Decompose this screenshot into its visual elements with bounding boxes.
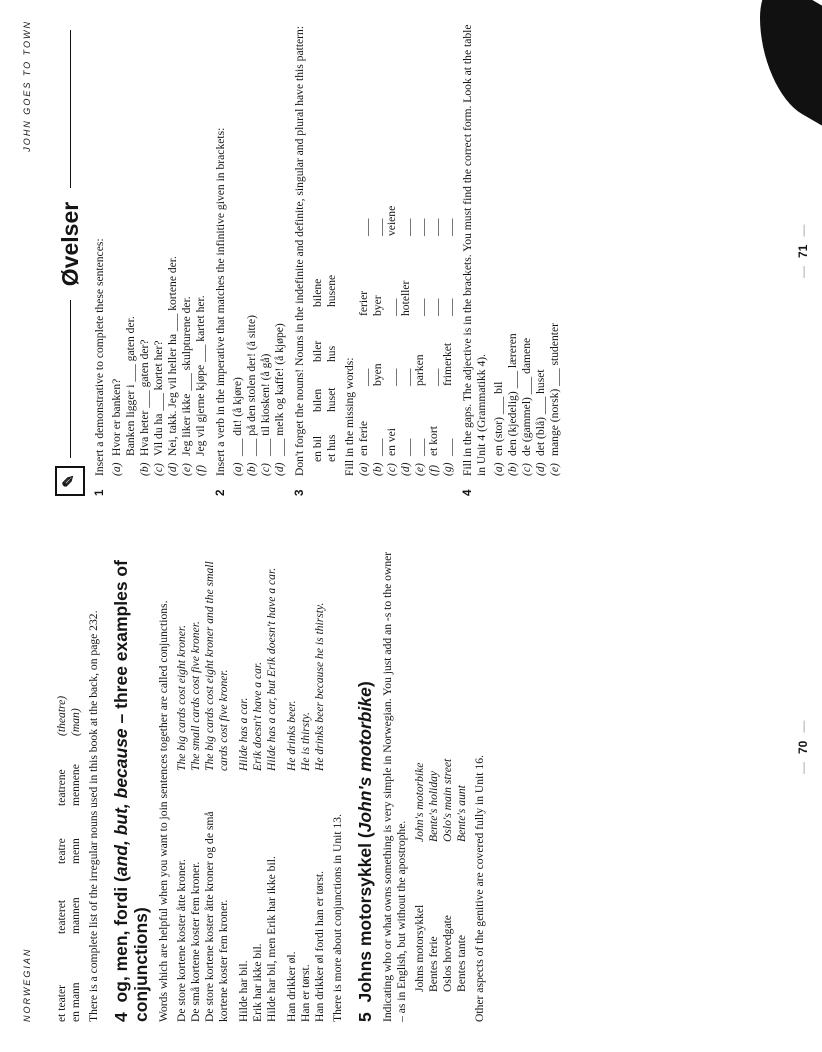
fill-cell: ___ — [399, 438, 412, 456]
section-4-heading: 4 og, men, fordi (and, but, because – three examples of conjunctions) — [111, 560, 151, 1022]
exercise-3: 3 Don't forget the nouns! Nouns in the indefinite and definite, singular and plural have this pattern: en bil bilen biler bilene et hus huset hus husene Fill in the missing words: (a) en ferie ___ ferier ___ (b) ___ byen byer ___ (c) en vei ___ ___ veiene (d) ___ ___ hoteller ___ (e) ___ parken ___ ___ (f) et kort ___ ___ ___ (g) ___ frimerket ___ ___ — [293, 22, 455, 496]
item-label: (e) — [180, 463, 193, 476]
item-text: ___ melk og kaffe! (å kjøpe) — [273, 323, 286, 456]
fill-cell: et kort — [427, 426, 440, 456]
item-text: Nei, takk. Jeg vil heller ha ___ kortene der. — [166, 256, 179, 456]
genitive-english: Bente's aunt — [455, 785, 468, 842]
divider — [70, 30, 71, 188]
norwegian-sentence: Han drikker øl. — [285, 951, 298, 1022]
section-5-heading: 5 Johns motorsykkel (John's motorbike) — [355, 681, 375, 1022]
pattern-cell: et hus — [325, 434, 338, 462]
genitive-norwegian: Bentes ferie — [427, 936, 440, 992]
english-sentence: Hilde has a car, but Erik doesn't have a car. — [265, 567, 278, 771]
exercise-item — [506, 22, 520, 476]
pencil-icon: ✎ — [55, 466, 85, 496]
item-label: (b) — [371, 462, 384, 476]
exercise-item — [548, 22, 562, 476]
norwegian-sentence: De store kortene koster åtte kroner. — [175, 859, 188, 1022]
conjunction-example-row — [251, 548, 265, 1022]
item-text: Banken ligger i ___ gaten der. — [124, 316, 137, 456]
english-sentence: He is thirsty. — [299, 712, 312, 771]
fill-cell: ___ — [357, 218, 370, 236]
section-5-intro: Indicating who or what owns something is very simple in Norwegian. You just add an -s to the owner – as in English, but without the apostrophe. — [381, 551, 408, 1022]
left-content — [55, 548, 491, 1022]
conjunction-example-row — [175, 548, 189, 1022]
page-number-left: —70— — [796, 720, 810, 774]
fill-cell: ___ — [427, 368, 440, 386]
exercise-2-items — [231, 22, 287, 476]
exercise-item — [231, 22, 245, 476]
english-sentence: The small cards cost five kroner. — [189, 621, 202, 771]
pattern-cell: husene — [325, 274, 338, 307]
fill-cell: ___ — [399, 368, 412, 386]
noun-cell: en mann — [69, 982, 82, 1022]
exercise-item — [166, 22, 180, 476]
genitive-english: Oslo's main street — [441, 758, 454, 842]
item-label: (a) — [231, 462, 244, 476]
fill-cell: byen — [371, 363, 384, 386]
norwegian-sentence: Han drikker øl fordi han er tørst. — [313, 871, 326, 1022]
item-label: (b) — [245, 462, 258, 476]
exercise-header — [55, 22, 85, 496]
conjunction-example-row — [237, 548, 251, 1022]
intro-text: There is a complete list of the irregular nouns used in this book at the back, on page 232. — [87, 610, 100, 1022]
fill-cell: frimerket — [441, 342, 454, 386]
genitive-english: Bente's holiday — [427, 770, 440, 842]
conjunction-examples — [175, 548, 327, 1022]
item-text: Hvor er banken? — [110, 378, 123, 456]
norwegian-sentence: Hilde har bil. — [237, 960, 250, 1022]
exercise-title: Øvelser — [57, 201, 83, 287]
noun-pattern-table — [311, 22, 339, 462]
pattern-cell: bilene — [311, 278, 324, 307]
item-label: (e) — [413, 463, 426, 476]
fill-cell: ___ — [413, 438, 426, 456]
item-label: (b) — [506, 462, 519, 476]
fill-cell: hoteller — [399, 280, 412, 316]
exercise-item — [124, 22, 138, 476]
exercise-item — [138, 22, 152, 476]
item-label: (c) — [152, 463, 165, 476]
fill-cell: ferier — [357, 290, 370, 316]
noun-cell: teateret — [55, 899, 68, 934]
fill-cell: ___ — [427, 218, 440, 236]
item-text: ___ dit! (å kjøre) — [231, 377, 244, 456]
exercise-item — [180, 22, 194, 476]
item-label: (a) — [110, 462, 123, 476]
pattern-cell: en bil — [311, 435, 324, 462]
pattern-cell: hus — [325, 345, 338, 362]
genitive-norwegian: Oslos hovedgate — [441, 915, 454, 992]
norwegian-sentence: Han er tørst. — [299, 964, 312, 1022]
exercise-item — [534, 22, 548, 476]
item-text: det (blå) ___ huset — [534, 369, 547, 456]
exercise-4: 4 Fill in the gaps. The adjective is in the brackets. You must find the correct form. Look at the table in Unit 4 (Grammatikk 4). (a) en (stor) ___ bil (b) den (kjedelig) ___ læreren (c) de (gammel) ___ damene (d) det (blå) ___ huset (e) mange (norsk) ___ studenter — [461, 22, 562, 496]
conjunction-example-row — [313, 548, 327, 1022]
noun-spacer — [55, 606, 69, 666]
exercise-1-items — [110, 22, 208, 476]
item-text: en (stor) ___ bil — [492, 381, 505, 456]
item-text: Hva heter ___ gaten der? — [138, 339, 151, 456]
fill-cell: byer — [371, 295, 384, 316]
english-sentence: Erik doesn't have a car. — [251, 661, 264, 771]
left-page — [0, 526, 822, 1052]
genitive-norwegian: Bentes tante — [455, 935, 468, 992]
item-label: (d) — [534, 462, 547, 476]
item-label: (c) — [385, 463, 398, 476]
english-sentence: He drinks beer. — [285, 700, 298, 771]
running-head-right: JOHN GOES TO TOWN — [22, 20, 32, 152]
fill-cell: en ferie — [357, 420, 370, 456]
fill-cell: ___ — [371, 438, 384, 456]
item-label: (e) — [548, 463, 561, 476]
item-label: (c) — [259, 463, 272, 476]
running-head-left: NORWEGIAN — [22, 947, 32, 1022]
genitive-examples — [413, 548, 469, 992]
fill-cell: ___ — [413, 218, 426, 236]
section-4-intro: Words which are helpful when you want to join sentences together are called conjunctions. — [157, 600, 170, 1022]
item-label: (g) — [441, 462, 454, 476]
section-4-more: There is more about conjunctions in Unit 13. — [331, 813, 344, 1022]
genitive-english: John's motorbike — [413, 762, 426, 842]
norwegian-sentence: Hilde har bil, men Erik har ikke bil. — [265, 856, 278, 1022]
fill-cell: ___ — [357, 368, 370, 386]
ink-blot — [760, 0, 822, 130]
exercise-2: 2 Insert a verb in the imperative that matches the infinitive given in brackets: (a) ___ dit! (å kjøre) (b) ___ på den stolen der! (å sitte) (c) ___ til kiosken! (å gå) (d) ___ melk og kaffe! (å kjøpe) — [214, 22, 287, 496]
norwegian-sentence: Erik har ikke bil. — [251, 943, 264, 1022]
exercise-item — [273, 22, 287, 476]
item-label: (d) — [166, 462, 179, 476]
english-sentence: He drinks beer because he is thirsty. — [313, 602, 326, 771]
item-label: (b) — [138, 462, 151, 476]
fill-in-table — [357, 22, 455, 476]
fill-cell: ___ — [399, 218, 412, 236]
exercise-1: 1 Insert a demonstrative to complete these sentences: (a) Hvor er banken? Banken ligger i ___ gaten der. (b) Hva heter ___ gaten der? (c) Vil du ha ___ kortet her? (d) Nei, takk. Jeg vil heller ha ___ kortene der. (e) Jeg liker ikke ___ skulpturene der. (f) Jeg vil gjerne kjøpe ___ kartet her. — [93, 22, 208, 496]
item-text: mange (norsk) ___ studenter — [548, 323, 561, 456]
fill-cell: ___ — [385, 368, 398, 386]
item-text: ___ til kiosken! (å gå) — [259, 353, 272, 456]
fill-cell: en vei — [385, 427, 398, 456]
item-text: de (gammel) ___ damene — [520, 337, 533, 456]
norwegian-sentence: De store kortene koster åtte kroner og de små kortene koster fem kroner. — [203, 811, 230, 1022]
fill-cell: ___ — [385, 298, 398, 316]
right-content — [55, 22, 562, 496]
irregular-noun-table — [55, 548, 83, 1022]
exercise-item — [492, 22, 506, 476]
fill-cell: ___ — [371, 218, 384, 236]
noun-cell: menn — [69, 838, 82, 864]
conjunction-example-row — [265, 548, 279, 1022]
exercise-item — [245, 22, 259, 476]
noun-cell: teatre — [55, 838, 68, 864]
item-label: (a) — [492, 462, 505, 476]
section-5-outro: Other aspects of the genitive are covered fully in Unit 16. — [473, 755, 486, 1022]
fill-cell: parken — [413, 354, 426, 386]
fill-cell: ___ — [441, 438, 454, 456]
noun-cell: (theatre) — [55, 695, 68, 736]
noun-spacer — [69, 606, 83, 666]
divider — [70, 300, 71, 458]
item-text: Vil du ha ___ kortet her? — [152, 340, 165, 456]
conjunction-example-row — [285, 548, 299, 1022]
conjunction-example-row — [299, 548, 313, 1022]
pattern-cell: huset — [325, 387, 338, 412]
english-sentence: Hilde has a car. — [237, 697, 250, 771]
exercise-4-items — [492, 22, 562, 476]
item-text: ___ på den stolen der! (å sitte) — [245, 314, 258, 456]
exercise-item — [259, 22, 273, 476]
exercise-item — [520, 22, 534, 476]
pattern-cell: biler — [311, 340, 324, 362]
item-label: (a) — [357, 462, 370, 476]
genitive-norwegian: Johns motorsykkel — [413, 904, 426, 992]
noun-cell: teatrene — [55, 769, 68, 806]
noun-cell: mennene — [69, 764, 82, 806]
conjunction-example-row — [189, 548, 203, 1022]
fill-cell: ___ — [441, 298, 454, 316]
item-text: Jeg liker ikke ___ skulpturene der. — [180, 296, 193, 456]
item-label: (d) — [273, 462, 286, 476]
noun-cell: (man) — [69, 708, 82, 736]
exercise-item — [152, 22, 166, 476]
exercise-item — [194, 22, 208, 476]
fill-cell: ___ — [441, 218, 454, 236]
noun-cell: mannen — [69, 897, 82, 934]
item-label: (f) — [427, 465, 440, 476]
item-label: (d) — [399, 462, 412, 476]
exercise-item — [110, 22, 124, 476]
fill-cell: ___ — [413, 298, 426, 316]
english-sentence: The big cards cost eight kroner and the small cards cost five kroner. — [203, 561, 230, 771]
conjunction-example-row — [203, 548, 231, 1022]
item-label: (f) — [194, 465, 207, 476]
item-label — [124, 456, 138, 476]
pattern-cell: bilen — [311, 388, 324, 412]
norwegian-sentence: De små kortene koster fem kroner. — [189, 861, 202, 1022]
fill-cell: veiene — [385, 205, 398, 236]
noun-cell: et teater — [55, 984, 68, 1022]
item-text: den (kjedelig) ___ læreren — [506, 333, 519, 456]
item-label: (c) — [520, 463, 533, 476]
page-number-right: —71— — [796, 224, 810, 278]
item-text: Jeg vil gjerne kjøpe ___ kartet her. — [194, 295, 207, 456]
fill-cell: ___ — [427, 298, 440, 316]
english-sentence: The big cards cost eight kroner. — [175, 625, 188, 771]
